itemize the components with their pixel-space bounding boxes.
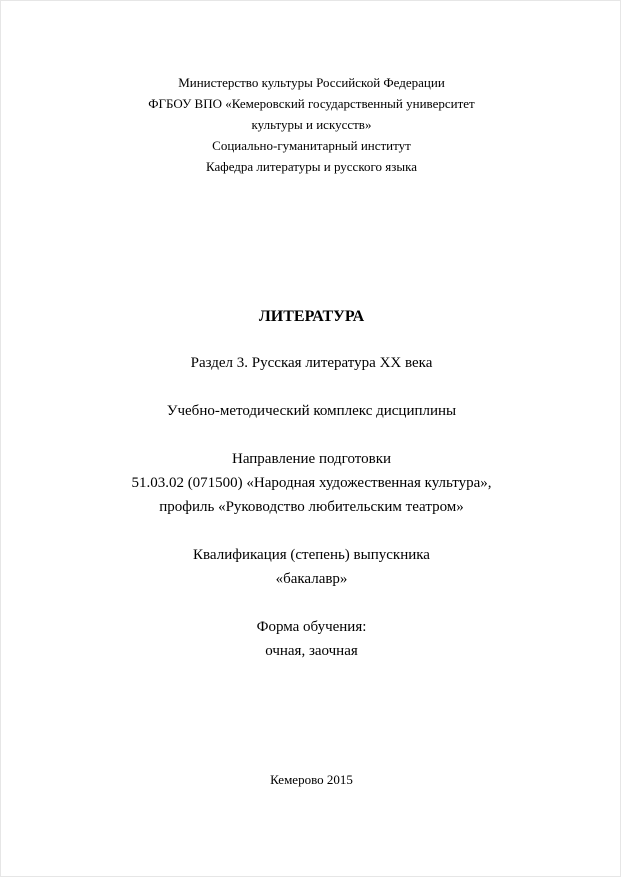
ministry-name: Министерство культуры Российской Федерации (178, 75, 445, 90)
city-year: Кемерово 2015 (270, 772, 353, 787)
document-title: ЛИТЕРАТУРА (258, 308, 365, 325)
department-name: Кафедра литературы и русского языка (206, 159, 417, 174)
institute-name: Социально-гуманитарный институт (212, 138, 411, 153)
qualification-label: Квалификация (степень) выпускника (193, 547, 430, 563)
section-title: Раздел 3. Русская литература XX века (190, 355, 433, 371)
direction-profile: профиль «Руководство любительским театром» (159, 499, 464, 515)
complex-title: Учебно-методический комплекс дисциплины (166, 403, 457, 419)
study-form-label: Форма обучения: (256, 619, 367, 635)
university-name-line2: культуры и искусств» (251, 117, 372, 132)
study-form-value: очная, заочная (265, 643, 358, 659)
qualification-value: «бакалавр» (275, 571, 348, 587)
university-name-line1: ФГБОУ ВПО «Кемеровский государственный университет (148, 96, 475, 111)
direction-label: Направление подготовки (231, 451, 392, 467)
direction-code: 51.03.02 (071500) «Народная художественная культура», (131, 475, 492, 491)
